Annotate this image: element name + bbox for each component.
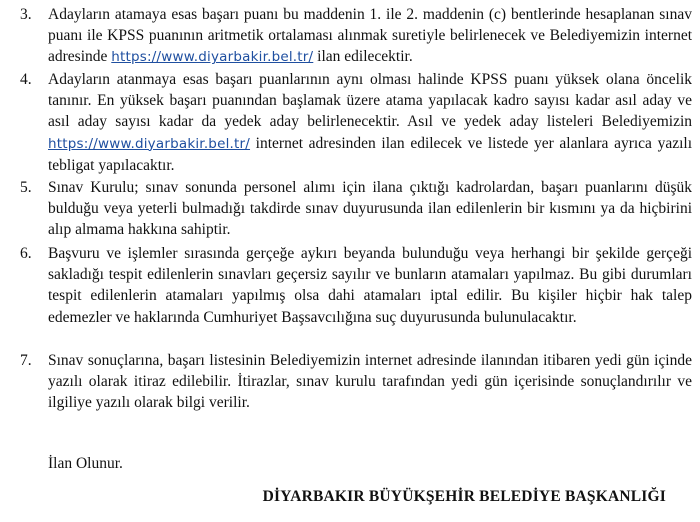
item-text-after-link: internet adresinden ilan edilecek ve listede yer alanlara ayrıca yazılı tebligat yapılacaktır. xyxy=(48,134,692,174)
list-item-3 xyxy=(8,4,692,69)
item-number: 6. xyxy=(20,245,32,262)
closing-line: İlan Olunur. xyxy=(48,455,123,472)
item-text: Başvuru ve işlemler sırasında gerçeğe aykırı beyanda bulunduğu veya herhangi bir şekilde gerçeği sakladığı tespit edilenlerin sınavları geçersiz sayılır ve bunların atamaları yapılmaz. Bu gibi durumları tespit edilenlerin atamaları yapılmış olsa dahi atamaları iptal edilir. Bu kişiler hiçbir hak talep edemezler ve haklarında Cumhuriyet Başsavcılığına suç duyurusunda bulunulacaktır. xyxy=(48,245,692,326)
item-text xyxy=(48,69,692,176)
list-item-4 xyxy=(8,69,692,176)
list-item-5 xyxy=(8,177,692,241)
item-number: 3. xyxy=(20,6,32,23)
list-item-6 xyxy=(8,243,692,328)
signature-authority: DİYARBAKIR BÜYÜKŞEHİR BELEDİYE BAŞKANLIĞI xyxy=(262,488,666,505)
list-item-7 xyxy=(8,350,692,414)
item-number: 5. xyxy=(20,179,32,196)
item-text-before-link: Adayların atamaya esas başarı puanı bu maddenin 1. ile 2. maddenin (c) bentlerinde hesaplanan sınav puanı ile KPSS puanının aritmetik ortalaması alınmak suretiyle belirlenecek ve Belediyemizin internet adresinde xyxy=(48,6,692,66)
item-number: 4. xyxy=(20,71,32,88)
website-link[interactable]: https://www.diyarbakir.bel.tr/ xyxy=(48,135,251,152)
item-text: Sınav sonuçlarına, başarı listesinin Belediyemizin internet adresinde ilanından itibaren yedi gün içinde yazılı olarak itiraz edilebilir. İtirazlar, sınav kurulu tarafından yedi gün içerisinde sonuçlandırılır ve ilgiliye yazılı olarak bilgi verilir. xyxy=(48,352,692,412)
item-text xyxy=(48,4,692,69)
item-text-after-link: ilan edilecektir. xyxy=(313,48,413,66)
item-number: 7. xyxy=(20,352,32,369)
item-text-before-link: Adayların atanmaya esas başarı puanlarının aynı olması halinde KPSS puanı yüksek olana öncelik tanınır. En yüksek başarı puanından başlamak üzere atama yapılacak kadro sayısı kadar asıl aday ve asıl aday sayısı kadar da yedek aday belirlenecektir. Asıl ve yedek aday listeleri Belediyemizin xyxy=(48,71,692,131)
item-text: Sınav Kurulu; sınav sonunda personel alımı için ilana çıktığı kadrolardan, başarı puanlarını düşük bulduğu veya yeterli bulmadığı takdirde sınav duyurusunda ilan edilenlerin bir kısmını ya da hiçbirini alıp almama hakkına sahiptir. xyxy=(48,179,692,239)
website-link[interactable]: https://www.diyarbakir.bel.tr/ xyxy=(111,49,314,66)
